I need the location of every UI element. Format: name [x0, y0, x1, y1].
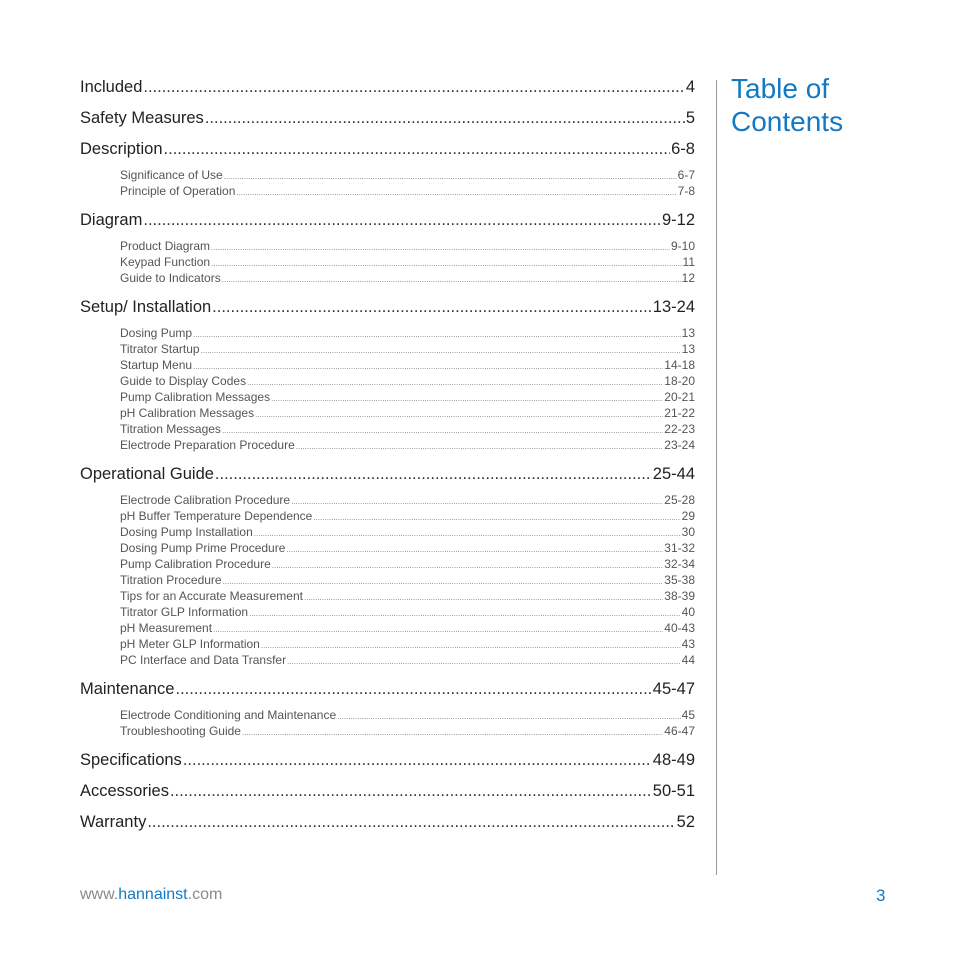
toc-subsection-page: 13: [681, 326, 695, 340]
toc-section-label: Specifications: [80, 751, 182, 769]
toc-subsection-page: 43: [681, 637, 695, 651]
toc-subsection-page: 23-24: [664, 438, 695, 452]
footer-website[interactable]: [80, 886, 222, 904]
toc-subsection-page: 9-10: [670, 239, 695, 253]
dot-leader: [215, 463, 652, 485]
toc-subsection[interactable]: [120, 588, 695, 604]
toc-subsection-label: Product Diagram: [120, 239, 211, 253]
toc-subsection-label: Startup Menu: [120, 358, 193, 372]
toc-subsection-page: 46-47: [664, 724, 695, 738]
toc-subsection-page: 12: [681, 271, 695, 285]
dot-leader: [313, 510, 680, 526]
toc-subsection-label: pH Measurement: [120, 621, 213, 635]
toc-subsection[interactable]: [120, 540, 695, 556]
toc-subsection-list: [80, 707, 695, 739]
footer-url-brand: hannainst: [118, 886, 188, 903]
toc-subsection[interactable]: [120, 437, 695, 453]
dot-leader: [193, 359, 663, 375]
toc-section[interactable]: [80, 678, 695, 700]
toc-subsection[interactable]: [120, 421, 695, 437]
toc-subsection-page: 25-28: [664, 493, 695, 507]
toc-subsection[interactable]: [120, 341, 695, 357]
toc-subsection-label: Guide to Indicators: [120, 271, 221, 285]
dot-leader: [242, 725, 663, 741]
dot-leader: [143, 209, 661, 231]
toc-subsection-label: Pump Calibration Messages: [120, 390, 271, 404]
footer-url-prefix: www.: [80, 886, 119, 903]
toc-subsection-page: 30: [681, 525, 695, 539]
toc-section-page: 9-12: [661, 211, 695, 229]
toc-section-page: 50-51: [652, 782, 695, 800]
dot-leader: [211, 256, 681, 272]
toc-subsection-page: 38-39: [664, 589, 695, 603]
toc-section-label: Maintenance: [80, 680, 175, 698]
toc-section-label: Operational Guide: [80, 465, 214, 483]
toc-section-page: 48-49: [652, 751, 695, 769]
table-of-contents-list: [80, 76, 695, 833]
page-title: [731, 72, 843, 138]
dot-leader: [271, 391, 663, 407]
toc-subsection[interactable]: [120, 389, 695, 405]
toc-subsection[interactable]: [120, 373, 695, 389]
toc-section-page: 4: [685, 78, 695, 96]
dot-leader: [296, 439, 664, 455]
toc-subsection-page: 18-20: [664, 374, 695, 388]
toc-subsection-page: 40: [681, 605, 695, 619]
toc-subsection-label: Dosing Pump: [120, 326, 193, 340]
toc-subsection-label: pH Buffer Temperature Dependence: [120, 509, 313, 523]
toc-subsection-list: [80, 167, 695, 199]
toc-section-page: 25-44: [652, 465, 695, 483]
toc-subsection-label: Troubleshooting Guide: [120, 724, 241, 738]
toc-subsection-label: Guide to Display Codes: [120, 374, 247, 388]
toc-subsection-label: Principle of Operation: [120, 184, 236, 198]
toc-section-label: Setup/ Installation: [80, 298, 212, 316]
toc-subsection[interactable]: [120, 652, 695, 668]
dot-leader: [183, 749, 652, 771]
toc-subsection-label: pH Meter GLP Information: [120, 637, 260, 651]
dot-leader: [291, 494, 663, 510]
toc-section-page: 52: [676, 813, 695, 831]
dot-leader: [212, 296, 652, 318]
footer-url-suffix: .com: [187, 886, 223, 903]
toc-subsection-list: [80, 325, 695, 453]
toc-subsection[interactable]: [120, 636, 695, 652]
dot-leader: [147, 811, 675, 833]
toc-subsection-page: 14-18: [664, 358, 695, 372]
dot-leader: [247, 375, 663, 391]
toc-section[interactable]: [80, 811, 695, 833]
toc-section[interactable]: [80, 463, 695, 485]
toc-subsection-page: 7-8: [677, 184, 695, 198]
dot-leader: [287, 654, 681, 670]
toc-subsection-label: Keypad Function: [120, 255, 211, 269]
dot-leader: [272, 558, 664, 574]
toc-subsection-page: 45: [681, 708, 695, 722]
toc-subsection[interactable]: [120, 723, 695, 739]
toc-subsection-page: 29: [681, 509, 695, 523]
toc-subsection[interactable]: [120, 167, 695, 183]
page-title-line-1: Table of: [731, 73, 830, 104]
dot-leader: [255, 407, 663, 423]
toc-subsection[interactable]: [120, 604, 695, 620]
toc-section-label: Diagram: [80, 211, 143, 229]
dot-leader: [304, 590, 663, 606]
page-title-line-2: Contents: [731, 106, 844, 137]
dot-leader: [254, 526, 681, 542]
toc-subsection-label: Electrode Preparation Procedure: [120, 438, 295, 452]
toc-subsection[interactable]: [120, 492, 695, 508]
toc-section-page: 5: [685, 109, 695, 127]
dot-leader: [222, 272, 681, 288]
toc-subsection[interactable]: [120, 254, 695, 270]
dot-leader: [164, 138, 671, 160]
dot-leader: [205, 107, 685, 129]
toc-subsection-page: 32-34: [664, 557, 695, 571]
dot-leader: [286, 542, 663, 558]
dot-leader: [193, 327, 681, 343]
toc-subsection-list: [80, 238, 695, 286]
toc-subsection-page: 44: [681, 653, 695, 667]
toc-subsection[interactable]: [120, 238, 695, 254]
toc-subsection[interactable]: [120, 357, 695, 373]
toc-subsection-label: Dosing Pump Installation: [120, 525, 253, 539]
toc-section[interactable]: [80, 749, 695, 771]
toc-subsection[interactable]: [120, 556, 695, 572]
toc-subsection-page: 31-32: [664, 541, 695, 555]
toc-subsection-page: 22-23: [664, 422, 695, 436]
toc-subsection[interactable]: [120, 508, 695, 524]
dot-leader: [170, 780, 652, 802]
toc-subsection[interactable]: [120, 270, 695, 286]
toc-subsection-label: Electrode Conditioning and Maintenance: [120, 708, 337, 722]
toc-subsection[interactable]: [120, 524, 695, 540]
toc-subsection-label: Titrator Startup: [120, 342, 200, 356]
toc-subsection-label: Pump Calibration Procedure: [120, 557, 271, 571]
toc-section-label: Warranty: [80, 813, 147, 831]
toc-subsection-label: Titration Procedure: [120, 573, 222, 587]
toc-subsection-label: Titration Messages: [120, 422, 221, 436]
dot-leader: [337, 709, 680, 725]
toc-section[interactable]: [80, 76, 695, 98]
toc-subsection-page: 35-38: [664, 573, 695, 587]
toc-section-label: Description: [80, 140, 163, 158]
toc-subsection-label: Dosing Pump Prime Procedure: [120, 541, 286, 555]
toc-section[interactable]: [80, 107, 695, 129]
vertical-divider: [716, 80, 717, 875]
toc-subsection-label: Tips for an Accurate Measurement: [120, 589, 303, 603]
dot-leader: [224, 169, 677, 185]
toc-section[interactable]: [80, 209, 695, 231]
dot-leader: [261, 638, 681, 654]
toc-section-label: Accessories: [80, 782, 169, 800]
toc-subsection-page: 13: [681, 342, 695, 356]
toc-subsection-list: [80, 492, 695, 668]
toc-section-page: 13-24: [652, 298, 695, 316]
toc-subsection[interactable]: [120, 405, 695, 421]
dot-leader: [143, 76, 684, 98]
toc-subsection-page: 20-21: [664, 390, 695, 404]
toc-subsection[interactable]: [120, 707, 695, 723]
toc-section[interactable]: [80, 296, 695, 318]
toc-subsection[interactable]: [120, 183, 695, 199]
toc-subsection[interactable]: [120, 620, 695, 636]
toc-section-page: 45-47: [652, 680, 695, 698]
toc-subsection-label: pH Calibration Messages: [120, 406, 255, 420]
dot-leader: [249, 606, 681, 622]
toc-subsection[interactable]: [120, 325, 695, 341]
dot-leader: [201, 343, 681, 359]
toc-subsection-page: 21-22: [664, 406, 695, 420]
toc-subsection-label: Titrator GLP Information: [120, 605, 249, 619]
dot-leader: [175, 678, 651, 700]
toc-subsection-label: Significance of Use: [120, 168, 223, 182]
toc-subsection-page: 40-43: [664, 621, 695, 635]
toc-section[interactable]: [80, 780, 695, 802]
dot-leader: [236, 185, 676, 201]
dot-leader: [211, 240, 670, 256]
toc-section[interactable]: [80, 138, 695, 160]
toc-subsection-label: PC Interface and Data Transfer: [120, 653, 287, 667]
toc-subsection-page: 6-7: [677, 168, 695, 182]
dot-leader: [213, 622, 663, 638]
toc-section-label: Included: [80, 78, 143, 96]
toc-subsection[interactable]: [120, 572, 695, 588]
toc-subsection-label: Electrode Calibration Procedure: [120, 493, 291, 507]
toc-section-label: Safety Measures: [80, 109, 204, 127]
page-number: 3: [876, 886, 886, 905]
toc-section-page: 6-8: [671, 140, 695, 158]
toc-subsection-page: 11: [682, 255, 695, 269]
